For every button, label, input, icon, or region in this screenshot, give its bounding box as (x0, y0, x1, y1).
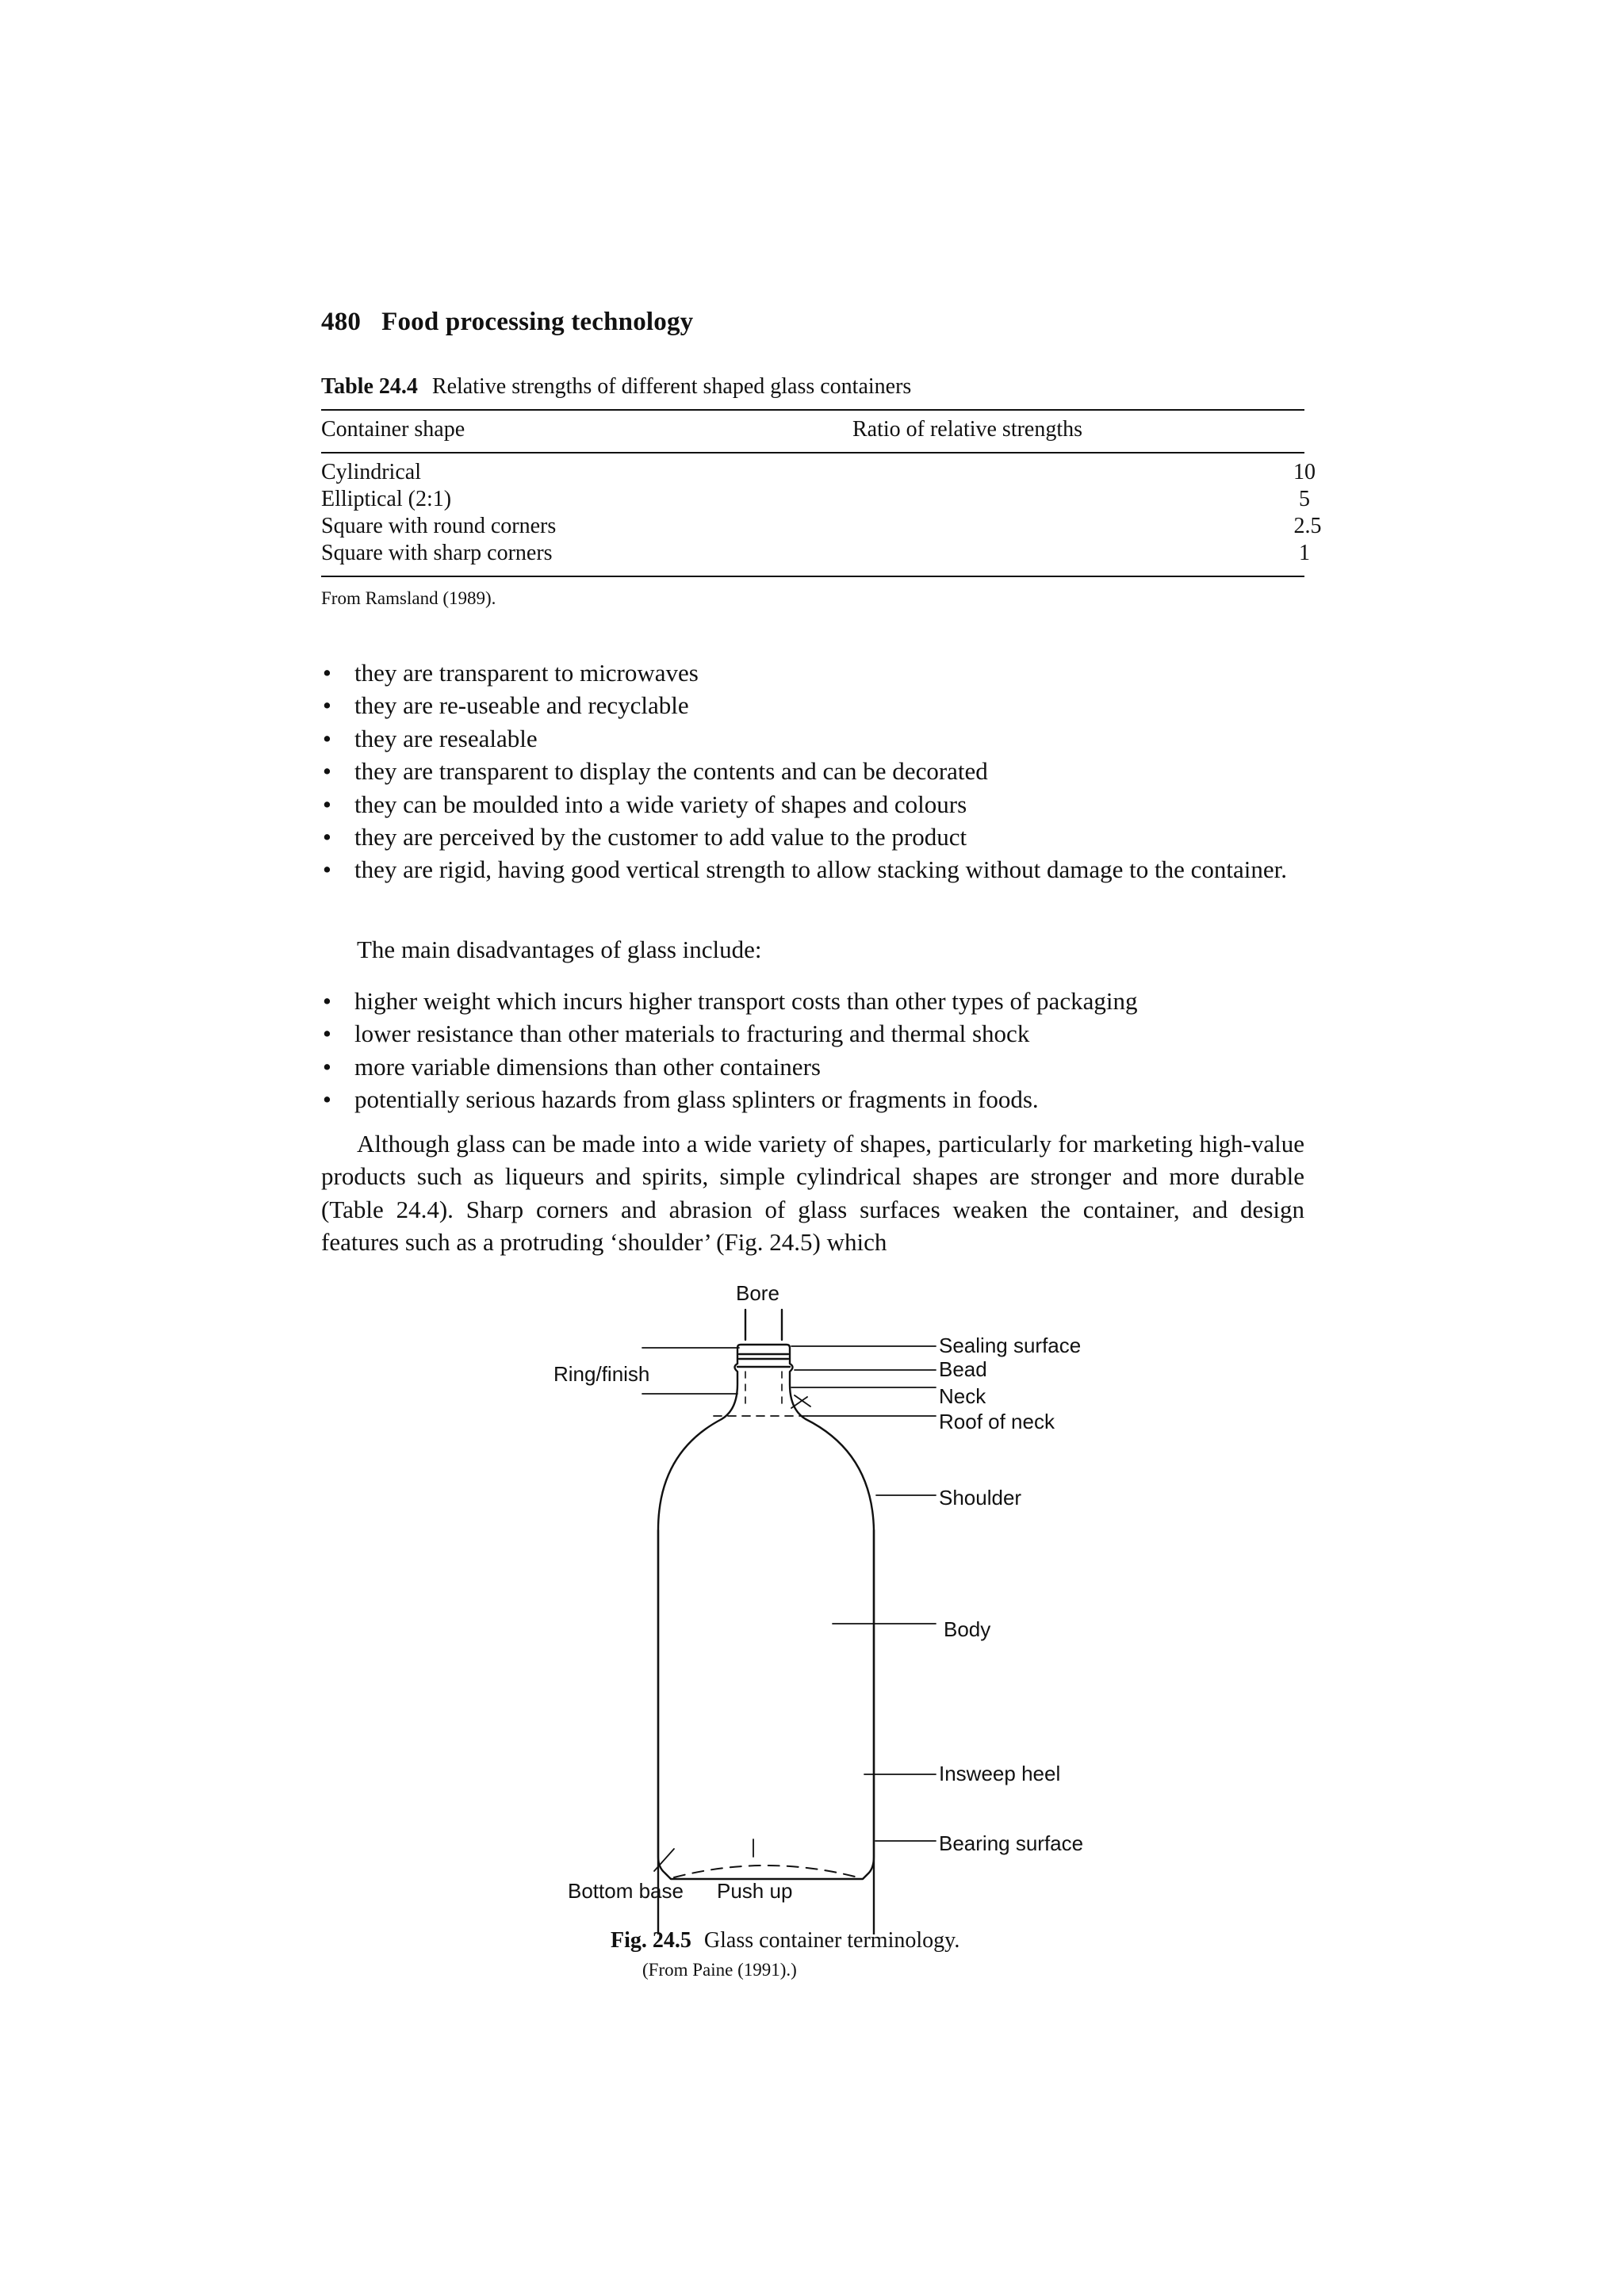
table-bottom-rule (321, 576, 1304, 577)
bottle-body (658, 1530, 874, 1879)
figure-caption-text: Glass container terminology. (703, 1928, 960, 1953)
table-header-rule (321, 452, 1304, 453)
table-cell-ratio: 2.5 (1293, 514, 1322, 538)
table-cell-ratio: 1 (1299, 541, 1310, 565)
bottle-outline (658, 1345, 874, 1934)
leader-lines (642, 1346, 936, 1871)
label-bore: Bore (736, 1281, 779, 1305)
finish-rings (737, 1354, 790, 1367)
running-header (321, 308, 693, 337)
push-up-curve (674, 1866, 858, 1877)
label-bead: Bead (939, 1357, 987, 1381)
table-title: Relative strengths of different shaped glass containers (431, 374, 912, 399)
label-shoulder: Shoulder (939, 1486, 1022, 1510)
table-cell-shape: Square with round corners (321, 514, 557, 538)
list-item: • they are transparent to microwaves (321, 656, 1304, 689)
list-item: • they can be moulded into a wide variety of shapes and colours (321, 788, 1304, 821)
table-row (321, 460, 1316, 487)
list-item: • more variable dimensions than other containers (321, 1050, 1304, 1083)
label-body: Body (944, 1617, 991, 1641)
advantages-list (321, 656, 1304, 886)
running-title: Food processing technology (381, 308, 694, 336)
list-item: • potentially serious hazards from glass splinters or fragments in foods. (321, 1083, 1304, 1115)
figure-caption (611, 1928, 959, 1954)
neck-guides (745, 1372, 782, 1403)
disadvantages-list (321, 985, 1304, 1116)
figure-source: (From Paine (1991).) (642, 1960, 797, 1980)
table-cell-shape: Cylindrical (321, 460, 421, 484)
label-roof-of-neck: Roof of neck (939, 1410, 1055, 1433)
disadvantages-intro: The main disadvantages of glass include: (357, 936, 762, 963)
figure-label: Fig. 24.5 (611, 1928, 691, 1953)
bore-markers (745, 1310, 782, 1340)
label-bottom-base: Bottom base (568, 1879, 684, 1903)
table-cell-shape: Elliptical (2:1) (321, 487, 452, 511)
body-paragraph: Although glass can be made into a wide variety of shapes, particularly for marketing high-value products such as liqueurs and spirits, simple cylindrical shapes are stronger and more durable (Table 24.4). Sharp corners and abrasion of glass surfaces weaken the container, and design features such as a protruding ‘shoulder’ (Fig. 24.5) which (321, 1130, 1304, 1257)
list-item: • they are rigid, having good vertical strength to allow stacking without damage to the container. (321, 853, 1304, 886)
table-header-ratio: Ratio of relative strengths (852, 417, 1083, 442)
list-item: • they are perceived by the customer to add value to the product (321, 821, 1304, 853)
page-number: 480 (321, 308, 362, 336)
label-bearing-surface: Bearing surface (939, 1831, 1084, 1855)
label-insweep-heel: Insweep heel (939, 1762, 1061, 1785)
label-sealing-surface: Sealing surface (939, 1334, 1082, 1357)
table-cell-shape: Square with sharp corners (321, 541, 553, 565)
list-item: • they are transparent to display the contents and can be decorated (321, 755, 1304, 787)
table-label: Table 24.4 (321, 374, 418, 399)
label-neck: Neck (939, 1384, 986, 1408)
list-item: • they are re-useable and recyclable (321, 689, 1304, 721)
table-row (321, 487, 1310, 514)
table-row (321, 514, 1322, 541)
table-source: From Ramsland (1989). (321, 588, 496, 608)
glass-container-figure (515, 1276, 1150, 1934)
table-header-shape: Container shape (321, 417, 465, 442)
list-item: • higher weight which incurs higher transport costs than other types of packaging (321, 985, 1304, 1017)
list-item: • they are resealable (321, 722, 1304, 755)
table-top-rule (321, 409, 1304, 411)
label-ring-finish: Ring/finish (553, 1362, 650, 1386)
label-push-up: Push up (717, 1879, 793, 1903)
table-cell-ratio: 5 (1299, 487, 1310, 511)
table-row (321, 541, 1310, 568)
table-caption (321, 374, 911, 400)
table-cell-ratio: 10 (1293, 460, 1316, 484)
list-item: • lower resistance than other materials to fracturing and thermal shock (321, 1017, 1304, 1050)
